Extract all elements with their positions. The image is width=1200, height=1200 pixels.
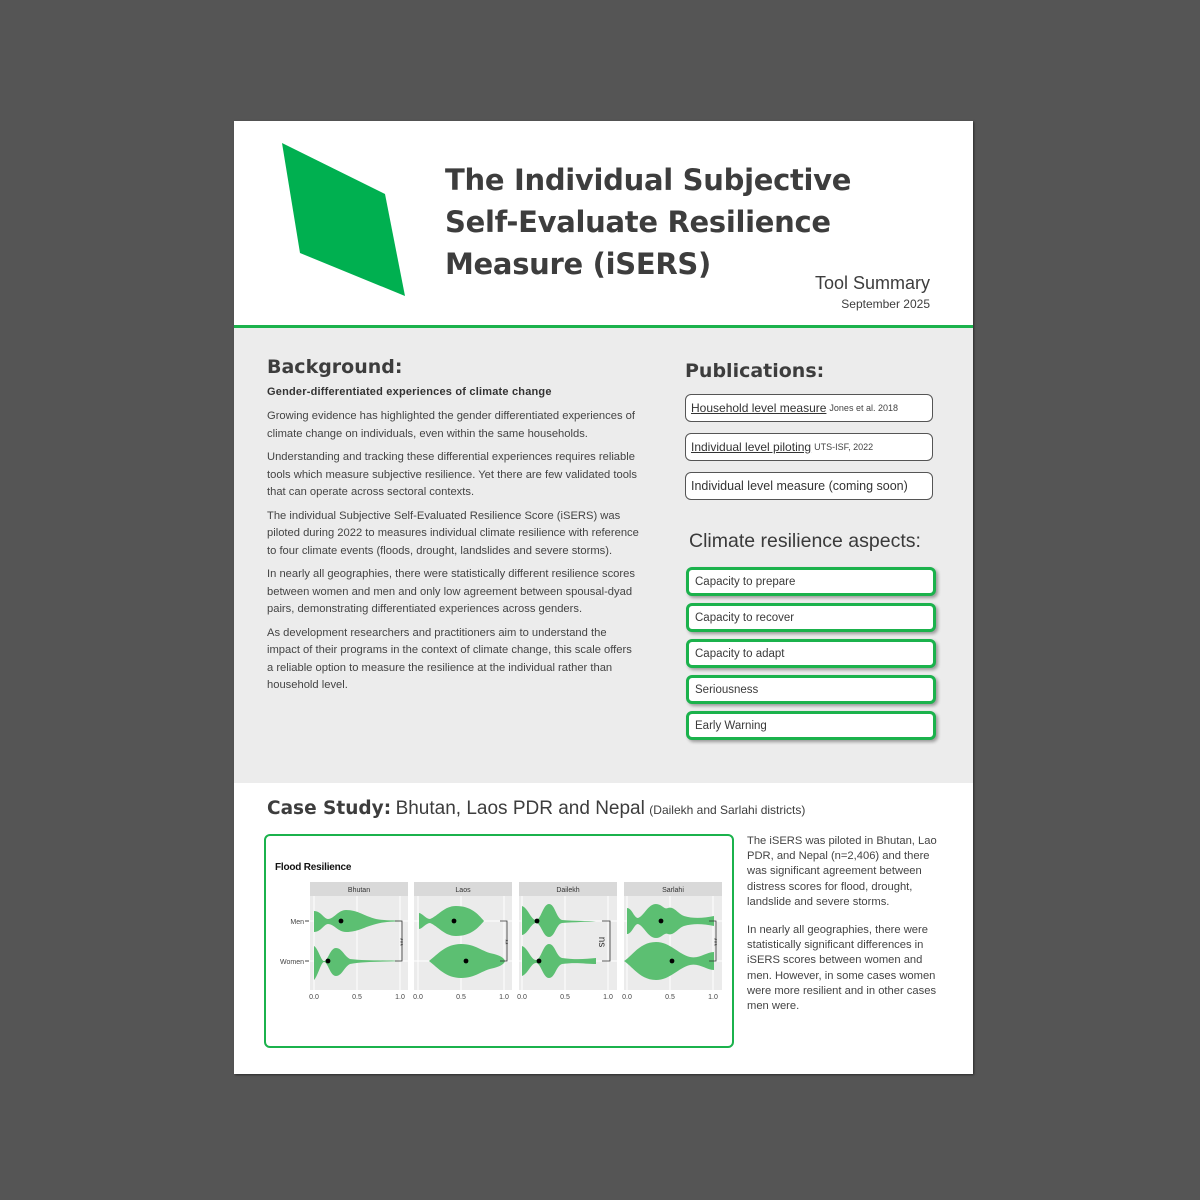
chart-title: Flood Resilience [275,862,352,873]
svg-text:0.5: 0.5 [665,994,675,1001]
flood-resilience-chart [264,834,734,1048]
svg-text:0.5: 0.5 [352,994,362,1001]
violin-plot [266,836,732,1046]
aspect-item: Early Warning [686,711,936,740]
background-section [234,328,973,783]
svg-text:Sarlahi: Sarlahi [662,887,684,894]
document-date: September 2025 [841,297,930,311]
publication-coming-soon [685,472,933,500]
facet-laos [414,882,512,990]
publications-heading: Publications: [685,360,825,382]
svg-text:1.0: 1.0 [395,994,405,1001]
aspect-item: Capacity to adapt [686,639,936,668]
background-subheading: Gender-differentiated experiences of climate change [267,386,552,398]
svg-text:0.0: 0.0 [517,994,527,1001]
aspects-list [686,567,936,747]
svg-text:0.5: 0.5 [560,994,570,1001]
green-parallelogram-logo-icon [282,143,408,299]
svg-text:1.0: 1.0 [499,994,509,1001]
x-axis-labels [309,994,718,1001]
case-study-heading [267,798,805,820]
publication-link[interactable]: Individual level piloting [691,440,812,454]
background-paragraph: As development researchers and practitioners aim to understand the impact of their programs in the context of climate change, this scale offers a reliable option to measure the resilience at the individual rather than household level. [267,626,632,691]
title-line-1: The Individual Subjective [445,163,852,197]
svg-text:1.0: 1.0 [708,994,718,1001]
title-line-3: Measure (iSERS) [445,247,711,281]
background-paragraph: The individual Subjective Self-Evaluated Resilience Score (iSERS) was piloted during 2022 to measures individual climate resilience with reference to four climate events (floods, drought, landslides and severe storms). [267,509,639,557]
title-line-2: Self-Evaluate Resilience [445,205,831,239]
page-title [445,159,885,285]
svg-text:0.0: 0.0 [309,994,319,1001]
y-axis-labels [280,919,309,966]
publication-individual-piloting[interactable] [685,433,933,461]
background-paragraph: In nearly all geographies, there were statistically different resilience scores between women and men and only low agreement between spousal-dyad pairs, demonstrating differentiated experiences across genders. [267,568,635,615]
case-study-label: Case Study: [267,798,392,819]
publications-column [685,360,945,511]
svg-text:Women: Women [280,959,304,966]
background-heading: Background: [267,356,403,378]
svg-text:***: *** [396,937,403,947]
svg-text:0.5: 0.5 [456,994,466,1001]
publication-text: Individual level measure (coming soon) [691,479,908,493]
publication-link[interactable]: Household level measure [691,401,827,415]
svg-text:***: *** [710,937,717,947]
aspect-item: Capacity to prepare [686,567,936,596]
svg-text:1.0: 1.0 [603,994,613,1001]
facet-dailekh [519,882,617,990]
case-study-text [747,834,942,1027]
publication-citation: Jones et al. 2018 [829,403,898,413]
background-column [267,356,639,701]
svg-text:ns: ns [596,936,607,948]
background-paragraph: Understanding and tracking these differential experiences requires reliable tools which measure subjective resilience. Yet there are few validated tools that can operate across sectoral contexts. [267,451,638,498]
header [234,121,973,325]
svg-text:**: ** [501,939,508,945]
document-subtitle: Tool Summary [814,273,930,293]
svg-text:Men: Men [290,919,304,926]
publication-citation: UTS-ISF, 2022 [814,442,874,452]
case-study-districts: (Dailekh and Sarlahi districts) [649,803,806,817]
case-study-places: Bhutan, Laos PDR and Nepal [395,798,645,819]
background-paragraph: Growing evidence has highlighted the gender differentiated experiences of climate change on individuals, even within the same households. [267,410,635,440]
case-study-paragraph: The iSERS was piloted in Bhutan, Lao PDR, and Nepal (n=2,406) and there was significant agreement between distress scores for flood, drought, landslide and severe storms. [747,835,937,908]
aspect-item: Seriousness [686,675,936,704]
svg-text:Bhutan: Bhutan [347,887,371,894]
svg-text:Dailekh: Dailekh [556,887,580,894]
svg-text:Laos: Laos [455,887,471,894]
svg-text:0.0: 0.0 [622,994,632,1001]
tool-summary-page [234,121,973,1074]
aspects-heading: Climate resilience aspects: [689,530,921,552]
case-study-paragraph: In nearly all geographies, there were statistically significant differences in iSERS scores between women and men. However, in some cases women were more resilient and in other cases men were. [747,924,937,1013]
publication-household-level[interactable] [685,394,933,422]
svg-text:0.0: 0.0 [413,994,423,1001]
aspect-item: Capacity to recover [686,603,936,632]
facet-sarlahi [624,882,722,990]
facet-bhutan [310,882,408,990]
